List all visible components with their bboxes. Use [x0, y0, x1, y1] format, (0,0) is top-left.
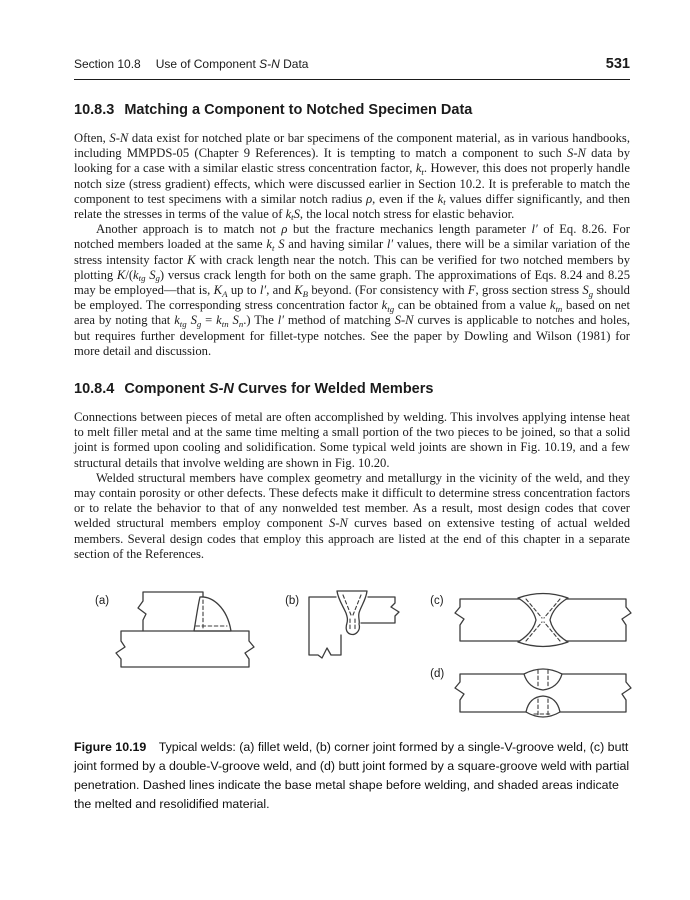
section-1083-body: [74, 131, 630, 359]
right-plate: [566, 599, 631, 641]
paragraph: Welded structural members have complex geometry and metallurgy in the vicinity of the weld, and they may contain porosity or other defects. These defects make it difficult to determine stress concentration factors or to relate the behavior to that of any nonwelded test member. As a result, most design codes that cover welded structural members employ component S-N curves based on extensive testing of actual welded members. Several design codes that employ this approach are listed at the end of this chapter in a separate section of the References.: [74, 470, 630, 561]
page-number: 531: [605, 56, 630, 72]
section-1084-body: [74, 410, 630, 562]
figure-label-d: (d): [430, 668, 445, 681]
corner-joint-weld-drawing: [305, 589, 400, 661]
left-plate: [455, 599, 520, 641]
section-heading-1083: [74, 102, 630, 118]
running-head-title: Use of Component S-N Data: [155, 57, 309, 71]
section-number: 10.8.3: [74, 102, 115, 118]
section-title: Matching a Component to Notched Specimen Data: [124, 102, 473, 118]
right-plate: [560, 674, 631, 712]
weld-diagram-d: [430, 662, 635, 724]
vertical-plate: [138, 592, 203, 631]
section-title: Component S-N Curves for Welded Members: [124, 381, 434, 398]
weld-bead: [518, 594, 568, 647]
figure-label-c: (c): [430, 595, 444, 608]
weld-diagram-a: [95, 589, 255, 671]
vertical-plate: [309, 597, 341, 658]
figure-label-b: (b): [285, 595, 300, 608]
section-number: 10.8.4: [74, 381, 115, 398]
section-label: Section 10.8: [74, 57, 141, 71]
paragraph: Often, S-N data exist for notched plate or bar specimens of the component material, as in various handbooks, including MMPDS-05 (Chapter 9 References). It is tempting to match a component to such S-N data by looking for a case with a similar elastic stress concentration factor, $k_t$. However, this does not properly handle notch size (stress gradient) effects, which were discussed earlier in Section 10.2. It is preferable to match the component to test specimens with a similar notch radius ρ, even if the $k_t$ values differ significantly, and then relate the stresses in terms of the value of $k_tS$, the local notch stress for elastic behavior.: [74, 131, 631, 223]
left-plate: [455, 674, 526, 712]
running-head-left: [74, 57, 308, 71]
figure-label-a: (a): [95, 595, 110, 608]
running-head: [74, 56, 630, 80]
horizontal-plate: [361, 597, 399, 623]
fillet-weld-drawing: [115, 589, 255, 671]
paragraph: Another approach is to match not ρ but the fracture mechanics length parameter l′ of Eq. 8.26. For notched members loaded at the same $k_t$ S and having similar l′ values, there will be a similar variation of the stress intensity factor K with crack length near the notch. This can be verified for two notched members by plotting $K/(k_{tg}$ $S_g$) versus crack length for both on the same graph. The approximations of Eqs. 8.24 and 8.25 may be employed—that is, $K_A$ up to l′, and $K_B$ beyond. (For consistency with F, gross section stress $S_g$ should be employed. The corresponding stress concentration factor $k_{tg}$ can be obtained from a value $k_{tn}$ based on net area by noting that $k_{tg}$ $S_g = k_{tn}$ $S_n$.) The l′ method of matching S-N curves is applicable to notches and holes, but requires further development for fillet-type notches. See the paper by Dowling and Wilson (1981) for more detail and discussion.: [74, 222, 631, 358]
figure-caption: Figure 10.19 Typical welds: (a) fillet weld, (b) corner joint formed by a single-V-groove weld, (c) butt joint formed by a double-V-groove weld, and (d) butt joint formed by a square-groove weld with partial penetration. Dashed lines indicate the base metal shape before welding, and shaded areas indicate the melted and resolidified material.: [74, 740, 630, 812]
double-v-groove-weld-drawing: [450, 589, 635, 651]
square-groove-weld-drawing: [450, 662, 635, 724]
weld-bead-top: [524, 669, 562, 690]
figure-10-19: [95, 589, 630, 724]
paragraph: Connections between pieces of metal are often accomplished by welding. This involves applying intense heat to melt filler metal and at the same time melting a small portion of the two pieces to be joined, so that a solid joint is formed upon cooling and solidification. Some typical weld joints are shown in Fig. 10.19, and a few structural details that involve welding are shown in Fig. 10.20.: [74, 410, 630, 470]
weld-diagram-b: [285, 589, 400, 661]
weld-diagrams-c-d: [430, 589, 635, 724]
groove-face-dashed: [343, 595, 351, 615]
weld-bead: [337, 591, 367, 634]
section-heading-1084: [74, 381, 630, 397]
weld-diagram-c: [430, 589, 635, 651]
horizontal-plate: [116, 631, 254, 667]
